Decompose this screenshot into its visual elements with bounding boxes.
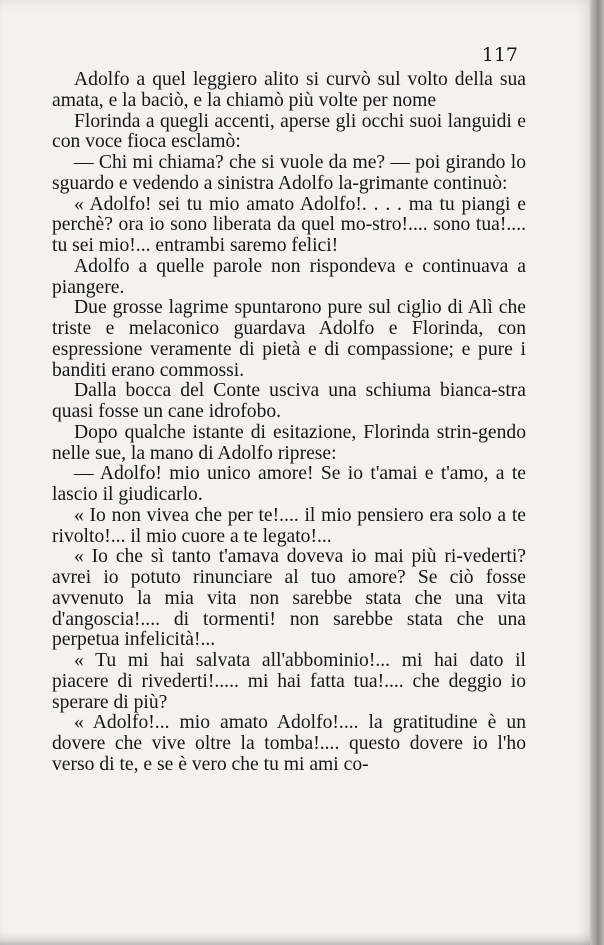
paragraph: « Tu mi hai salvata all'abbominio!... mi hai dato il piacere di rivederti!..... mi hai fatta tua!.... che deggio io sperare di più? — [52, 650, 526, 713]
paragraph: « Io non vivea che per te!.... il mio pensiero era solo a te rivolto!... il mio cuore a te legato!... — [52, 504, 526, 547]
paragraph: Dopo qualche istante di esitazione, Florinda strin-gendo nelle sue, la mano di Adolfo riprese: — [52, 421, 526, 464]
paragraph: Adolfo a quelle parole non rispondeva e continuava a piangere. — [52, 255, 526, 298]
paragraph: — Chi mi chiama? che si vuole da me? — poi girando lo sguardo e vedendo a sinistra Adolfo la-grimante continuò: — [52, 152, 526, 194]
paragraph: Due grosse lagrime spuntarono pure sul ciglio di Alì che triste e melaconico guardava Adolfo e Florinda, con espressione veramente di pietà e di compassione; e pure i banditi erano commossi. — [52, 297, 526, 381]
paragraph: « Adolfo!... mio amato Adolfo!.... la gratitudine è un dovere che vive oltre la tomba!.... questo dovere io l'ho verso di te, e se è vero che tu mi ami co- — [52, 712, 526, 775]
page-number: 117 — [481, 44, 518, 66]
paragraph: Adolfo a quel leggiero alito si curvò sul volto della sua amata, e la baciò, e la chiamò più volte per nome — [52, 69, 526, 111]
paragraph: « Adolfo! sei tu mio amato Adolfo!. . . . ma tu piangi e perchè? ora io sono liberata da quel mo-stro!.... sono tua!.... tu sei mio!... entrambi saremo felici! — [52, 193, 526, 256]
paragraph: — Adolfo! mio unico amore! Se io t'amai e t'amo, a te lascio il giudicarlo. — [52, 463, 526, 505]
paragraph: « Io che sì tanto t'amava doveva io mai più ri-vederti? avrei io potuto rinunciare al tuo amore? Se ciò fosse avvenuto la mia vita non sarebbe stata che una vita d'angoscia!.... di tormenti! non sarebbe stata che una perpetua infelicità!... — [52, 546, 526, 651]
paragraph: Dalla bocca del Conte usciva una schiuma bianca-stra quasi fosse un cane idrofobo. — [52, 380, 526, 422]
page-edge-shadow — [590, 0, 604, 945]
body-text — [52, 70, 526, 776]
paragraph: Florinda a quegli accenti, aperse gli occhi suoi languidi e con voce fioca esclamò: — [52, 110, 526, 153]
